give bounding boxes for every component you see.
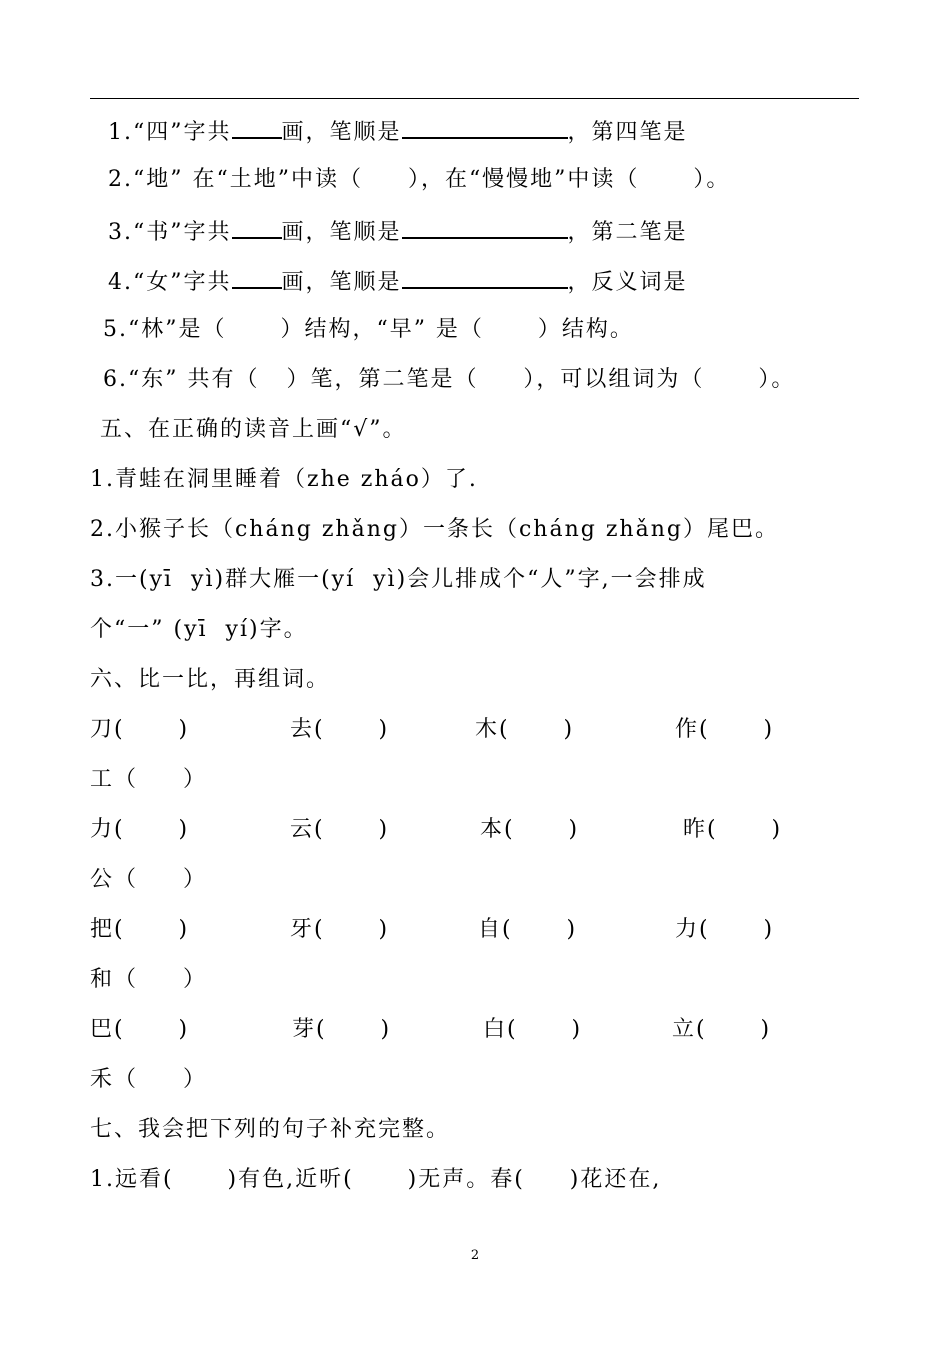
question-4-1: 1.“四”字共 画，笔顺是 ，第四笔是 [108, 115, 688, 148]
word-item: 和（ ） [90, 967, 207, 992]
question-4-3: 3.“书”字共 画，笔顺是 ，第二笔是 [108, 215, 688, 248]
word-item: 自( ) [478, 917, 578, 942]
question-5-3-cont: 个“一” (yī yí)字。 [90, 617, 308, 642]
word-item: 公（ ） [90, 867, 207, 892]
word-item: 白( ) [483, 1017, 583, 1042]
word-item: 把( ) [90, 917, 190, 942]
answer-blank[interactable] [232, 265, 282, 289]
word-item: 本( ) [480, 817, 580, 842]
question-4-6: 6.“东” 共有（ ）笔，第二笔是（ ），可以组词为（ ）。 [103, 367, 796, 392]
word-item: 力( ) [90, 817, 190, 842]
page-number: 2 [470, 1248, 480, 1263]
word-item: 芽( ) [292, 1017, 392, 1042]
word-item: 刀( ) [90, 717, 190, 742]
word-item: 云( ) [290, 817, 390, 842]
word-item: 作( ) [675, 717, 775, 742]
question-5-3: 3.一(yī yì)群大雁一(yí yì)会儿排成个“人”字,一会排成 [90, 567, 707, 592]
word-item: 立( ) [672, 1017, 772, 1042]
question-4-5: 5.“林”是（ ）结构，“早” 是（ ）结构。 [103, 317, 634, 342]
question-4-2: 2.“地” 在“土地”中读（ ），在“慢慢地”中读（ ）。 [108, 167, 731, 192]
answer-blank[interactable] [232, 215, 282, 239]
section-5-title: 五、在正确的读音上画“√”。 [100, 417, 407, 442]
answer-blank[interactable] [402, 215, 568, 239]
word-item: 牙( ) [290, 917, 390, 942]
word-item: 木( ) [475, 717, 575, 742]
word-item: 巴( ) [90, 1017, 190, 1042]
word-item: 禾（ ） [90, 1067, 207, 1092]
answer-blank[interactable] [232, 115, 282, 139]
header-rule [90, 98, 859, 99]
word-item: 去( ) [290, 717, 390, 742]
question-5-1: 1.青蛙在洞里睡着（zhe zháo）了. [90, 467, 478, 492]
answer-blank[interactable] [402, 115, 568, 139]
question-4-4: 4.“女”字共 画，笔顺是 ，反义词是 [108, 265, 688, 298]
word-item: 昨( ) [683, 817, 783, 842]
question-5-2: 2.小猴子长（cháng zhǎng）一条长（cháng zhǎng）尾巴。 [90, 517, 779, 542]
section-6-title: 六、比一比，再组词。 [90, 667, 331, 692]
question-7-1: 1.远看( )有色,近听( )无声。春( )花还在, [90, 1167, 662, 1192]
word-item: 力( ) [675, 917, 775, 942]
word-item: 工（ ） [90, 767, 207, 792]
section-7-title: 七、我会把下列的句子补充完整。 [90, 1117, 451, 1142]
answer-blank[interactable] [402, 265, 568, 289]
